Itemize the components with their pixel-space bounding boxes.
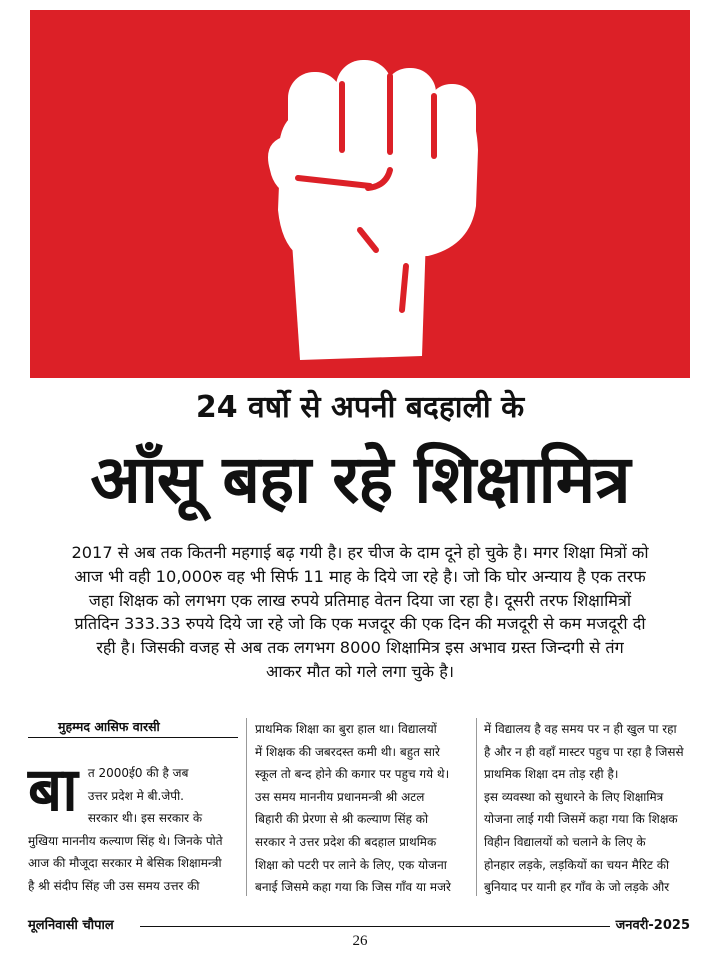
body-line: शिक्षा को पटरी पर लाने के लिए, एक योजना — [255, 857, 447, 872]
body-line: उस समय माननीय प्रधानमन्त्री श्री अटल — [255, 789, 425, 804]
body-line: मुखिया माननीय कल्याण सिंह थे। जिनके पोते — [28, 833, 223, 848]
body-line: सरकार थी। इस सरकार के — [87, 811, 203, 826]
raised-fist-icon — [30, 10, 690, 378]
footer-publication: मूलनिवासी चौपाल — [28, 917, 118, 935]
body-line: प्राथमिक शिक्षा दम तोड़ रही है। — [484, 767, 619, 782]
body-line: है और न ही वहाँ मास्टर पहुच पा रहा है जिससे — [484, 744, 684, 759]
body-line: में विद्यालय है वह समय पर न ही खुल पा रहा — [484, 722, 677, 736]
deck-summary — [58, 541, 662, 684]
deck-line: 2017 से अब तक कितनी महगाई बढ़ गयी है। हर चीज के दाम दूने हो चुके है। मगर शिक्षा मित्रों को — [71, 543, 649, 562]
body-line: योजना लाई गयी जिसमें कहा गया कि शिक्षक — [484, 812, 678, 827]
body-line: बिहारी की प्रेरणा से श्री कल्याण सिंह को — [255, 812, 429, 827]
headline-kicker: 24 वर्षो से अपनी बदहाली के — [195, 390, 525, 425]
deck-line: प्रतिदिन 333.33 रुपये दिये जा रहे जो कि एक मजदूर की एक दिन की मजदूरी से कम मजदूरी दी — [74, 614, 646, 634]
body-column-1 — [28, 755, 238, 898]
drop-cap: बा — [28, 755, 78, 825]
footer-issue-date: जनवरी-2025 — [612, 917, 690, 935]
body-line: प्राथमिक शिक्षा का बुरा हाल था। विद्यालयों — [255, 722, 437, 736]
page-number: 26 — [352, 933, 368, 949]
body-column-2 — [255, 718, 469, 899]
deck-line: रही है। जिसकी वजह से अब तक लगभग 8000 शिक्षामित्र इस अभाव ग्रस्त जिन्दगी से तंग — [96, 638, 624, 658]
body-column-3 — [484, 718, 692, 899]
body-line: उत्तर प्रदेश मे बी.जेपी. — [87, 788, 184, 803]
body-line: है श्री संदीप सिंह जी उस समय उत्तर की — [28, 878, 200, 893]
deck-line: जहा शिक्षक को लगभग एक लाख रुपये प्रतिमाह वेतन दिया जा रहा है। दूसरी तरफ शिक्षामित्रों — [88, 590, 632, 610]
body-line: इस व्यवस्था को सुधारने के लिए शिक्षामित्र — [484, 789, 664, 804]
deck-line: आकर मौत को गले लगा चुके है। — [265, 661, 454, 681]
body-line: होनहार लड़के, लड़कियों का चयन मैरिट की — [484, 857, 670, 872]
byline-divider — [28, 737, 238, 738]
body-line: बुनियाद पर यानी हर गाँव के जो लड़के और — [484, 880, 670, 895]
headline: आँसू बहा रहे शिक्षामित्र — [90, 441, 630, 518]
body-line: में शिक्षक की जबरदस्त कमी थी। बहुत सारे — [255, 744, 440, 759]
body-line: आज की मौजूदा सरकार मे बेसिक शिक्षामन्त्री — [28, 856, 222, 871]
body-line: त 2000ई0 की है जब — [87, 766, 189, 780]
deck-line: आज भी वही 10,000रु वह भी सिर्फ 11 माह के दिये जा रहे है। जो कि घोर अन्याय है एक तरफ — [74, 566, 646, 586]
column-divider — [476, 718, 477, 896]
body-line: बनाई जिसमे कहा गया कि जिस गाँव या मजरे — [255, 880, 451, 895]
author-byline: मुहम्मद आसिफ वारसी — [58, 719, 160, 734]
footer-divider — [140, 926, 610, 927]
column-divider — [246, 718, 247, 896]
body-line: विहीन विद्यालयों को चलाने के लिए के — [484, 834, 646, 849]
body-line: सरकार ने उत्तर प्रदेश की बदहाल प्राथमिक — [255, 834, 437, 849]
body-line: स्कूल तो बन्द होने की कगार पर पहुच गये थे। — [255, 767, 450, 782]
banner-image — [30, 10, 690, 378]
